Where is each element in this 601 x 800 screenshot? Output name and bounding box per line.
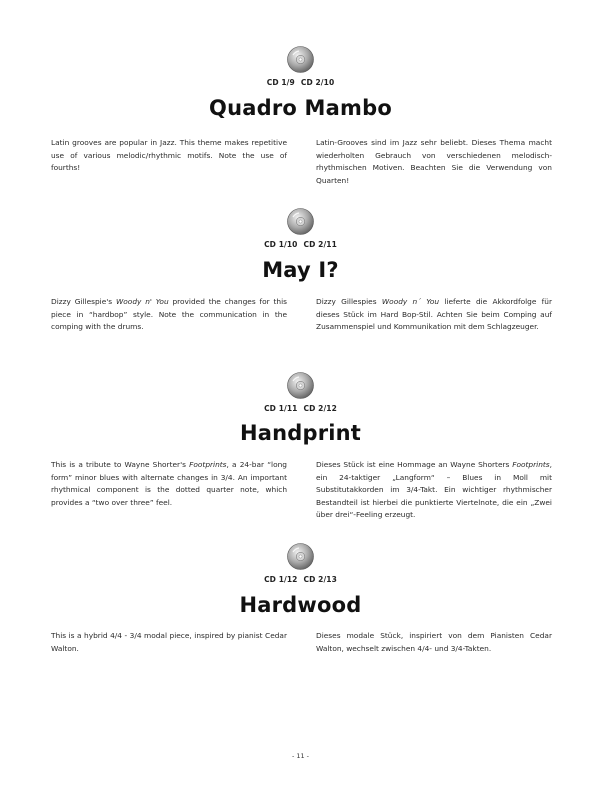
german-description [316,630,552,655]
de-song-title: Woody n´ You [381,297,440,306]
en-text: Dizzy Gillespie's [51,297,116,306]
de-song-title: Footprints [512,460,550,469]
cd-icon [287,543,314,570]
english-description [51,630,287,655]
piece-title: May I? [262,258,339,282]
cd-track-label [0,78,601,87]
cd1-track: CD 1/12 [264,575,298,584]
cd2-track: CD 2/13 [303,575,337,584]
en-song-title: Woody n' You [115,297,169,306]
cd-track-label [0,404,601,413]
german-description [316,459,552,522]
en-text: This is a hybrid 4/4 - 3/4 modal piece, inspired by pianist Cedar Walton. [51,631,287,653]
de-text: Dieses Stück ist eine Hommage an Wayne Shorters [316,460,513,469]
cd-track-label [0,575,601,584]
de-text: lieferte die Akkordfolge für dieses Stück im Hard Bop-Stil. Achten Sie beim Comping auf Zusammenspiel und Kommunikation mit dem Schlagzeuger. [316,297,552,332]
de-text: Dizzy Gillespies [316,297,382,306]
german-description [316,137,552,187]
en-text: Latin grooves are popular in Jazz. This theme makes repetitive use of various melodic/rhythmic motifs. Note the use of fourths! [51,138,287,173]
german-description [316,296,552,334]
cd2-track: CD 2/11 [303,240,337,249]
english-description [51,296,287,334]
cd1-track: CD 1/11 [264,404,298,413]
english-description [51,459,287,509]
cd1-track: CD 1/10 [264,240,298,249]
en-text: , a 24-bar “long form” minor blues with alternate changes in 3/4. An important rhythmical component is the dotted quarter note, which provides a “two over three” feel. [51,460,287,507]
piece-title: Quadro Mambo [209,96,392,120]
cd-icon [287,208,314,235]
cd-icon [287,46,314,73]
de-text: Latin-Grooves sind im Jazz sehr beliebt. Dieses Thema macht wiederholten Gebrauch von verschiedenen melodisch-rhythmischen Motiven. Beachten Sie die Verwendung von Quarten! [316,138,552,185]
en-text: This is a tribute to Wayne Shorter's [51,460,190,469]
en-song-title: Footprints [189,460,227,469]
cd-icon [287,372,314,399]
de-text: , ein 24-taktiger „Langform“ – Blues in Moll mit Substitutakkorden im 3/4-Takt. Ein wichtiger rhythmischer Bestandteil ist hierbei die punktierte Viertelnote, die ein „Zwei über drei“-Feeling erzeugt. [316,460,552,520]
cd2-track: CD 2/10 [300,78,335,87]
cd1-track: CD 1/9 [266,78,295,87]
piece-title: Handprint [239,421,362,445]
cd-track-label [0,240,601,249]
cd2-track: CD 2/12 [303,404,337,413]
piece-title: Hardwood [239,593,362,617]
english-description [51,137,287,175]
en-text: provided the changes for this piece in “hardbop” style. Note the communication in the comping with the drums. [51,297,287,332]
de-text: Dieses modale Stück, inspiriert von dem Pianisten Cedar Walton, wechselt zwischen 4/4- und 3/4-Takten. [316,631,552,653]
page-number: - 11 - [291,752,310,760]
